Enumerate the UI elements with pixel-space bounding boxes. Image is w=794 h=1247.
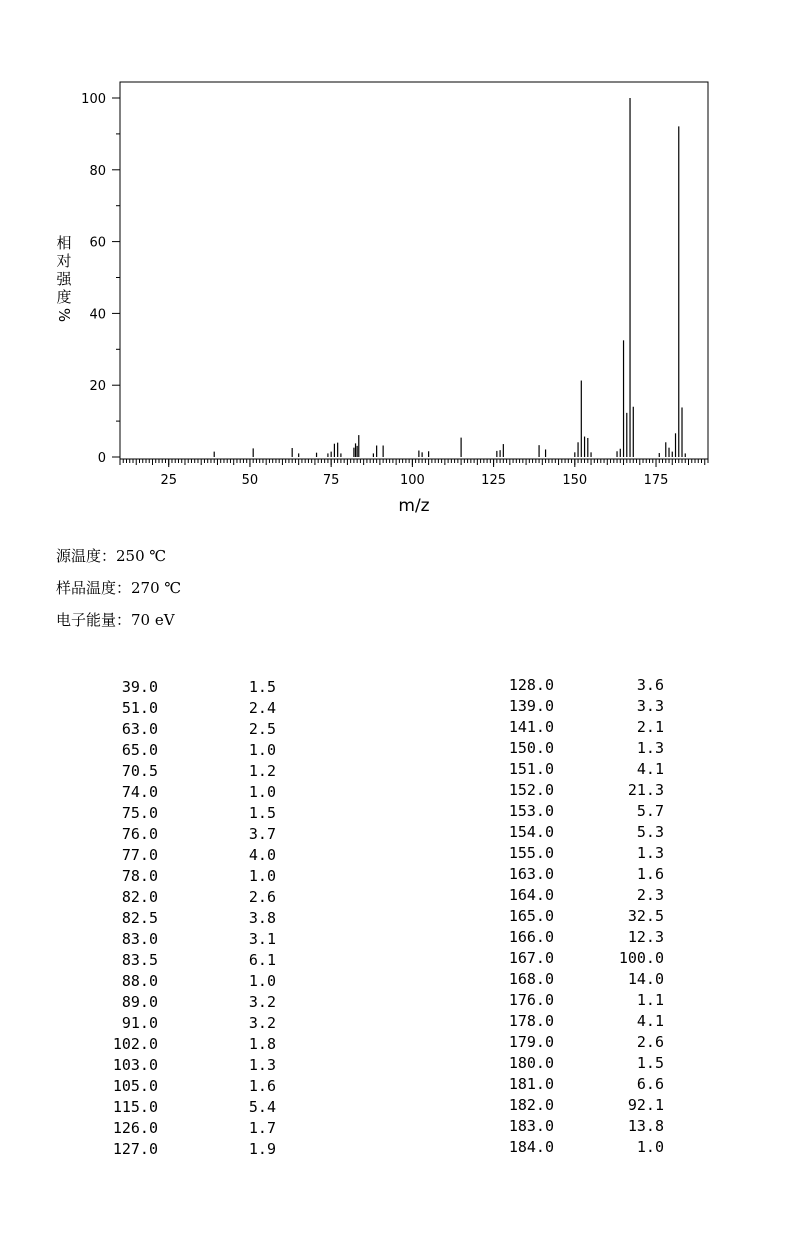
table-mz: 89.0 <box>121 993 158 1011</box>
table-row <box>0 867 276 888</box>
x-tick-label: 25 <box>160 473 178 488</box>
table-intensity: 1.0 <box>248 972 276 990</box>
condition-value: 250 ℃ <box>116 547 167 565</box>
table-intensity: 1.2 <box>248 762 276 780</box>
table-row <box>354 1096 664 1117</box>
table-row <box>0 993 276 1014</box>
table-mz: 51.0 <box>121 699 158 717</box>
x-tick-label: 100 <box>399 473 425 488</box>
table-mz: 176.0 <box>508 991 554 1009</box>
table-mz: 74.0 <box>121 783 158 801</box>
table-mz: 181.0 <box>508 1075 554 1093</box>
table-row <box>354 1117 664 1138</box>
table-mz: 83.5 <box>121 951 158 969</box>
y-axis-ticks <box>81 92 120 466</box>
y-tick-label: 20 <box>89 379 106 395</box>
table-mz: 65.0 <box>121 741 158 759</box>
x-tick-label: 75 <box>322 473 340 488</box>
x-axis-ticks <box>160 459 668 488</box>
table-intensity: 13.8 <box>627 1117 664 1135</box>
table-mz: 88.0 <box>121 972 158 990</box>
table-row <box>0 804 276 825</box>
table-row <box>354 949 664 970</box>
peak-table-left <box>0 678 276 1168</box>
condition-source-temp <box>56 545 166 566</box>
table-mz: 179.0 <box>508 1033 554 1051</box>
table-mz: 127.0 <box>112 1140 158 1158</box>
table-row <box>0 1056 276 1077</box>
table-intensity: 5.4 <box>248 1098 276 1116</box>
table-intensity: 14.0 <box>627 970 664 988</box>
y-tick-label: 80 <box>89 163 106 179</box>
table-intensity: 3.2 <box>248 1014 276 1032</box>
table-row <box>354 1033 664 1054</box>
condition-value: 70 eV <box>131 611 175 629</box>
table-row <box>354 739 664 760</box>
table-mz: 154.0 <box>508 823 554 841</box>
x-axis-label: m/z <box>398 496 430 516</box>
table-row <box>354 844 664 865</box>
x-tick-label: 175 <box>643 473 669 488</box>
x-tick-label: 150 <box>562 473 588 488</box>
table-row <box>0 720 276 741</box>
table-row <box>354 1138 664 1159</box>
table-row <box>354 1054 664 1075</box>
table-row <box>0 1035 276 1056</box>
y-label-char: % <box>55 307 73 323</box>
table-intensity: 32.5 <box>627 907 664 925</box>
y-label-char: 强 <box>56 270 72 288</box>
table-mz: 153.0 <box>508 802 554 820</box>
table-intensity: 100.0 <box>618 949 664 967</box>
table-intensity: 12.3 <box>627 928 664 946</box>
table-row <box>354 718 664 739</box>
table-mz: 82.0 <box>121 888 158 906</box>
table-mz: 178.0 <box>508 1012 554 1030</box>
table-intensity: 1.3 <box>248 1056 276 1074</box>
table-row <box>0 909 276 930</box>
table-intensity: 1.3 <box>636 739 664 757</box>
y-label-char: 度 <box>56 288 72 306</box>
y-tick-label: 100 <box>81 92 106 107</box>
table-mz: 115.0 <box>112 1098 158 1116</box>
table-mz: 91.0 <box>121 1014 158 1032</box>
table-mz: 139.0 <box>508 697 554 715</box>
table-intensity: 2.6 <box>636 1033 664 1051</box>
table-mz: 126.0 <box>112 1119 158 1137</box>
table-intensity: 6.6 <box>636 1075 664 1093</box>
table-mz: 184.0 <box>508 1138 554 1156</box>
table-row <box>354 802 664 823</box>
table-intensity: 2.5 <box>248 720 276 738</box>
table-mz: 102.0 <box>112 1035 158 1053</box>
table-mz: 128.0 <box>508 676 554 694</box>
table-mz: 70.5 <box>121 762 158 780</box>
table-mz: 39.0 <box>121 678 158 696</box>
table-intensity: 92.1 <box>627 1096 664 1114</box>
table-mz: 168.0 <box>508 970 554 988</box>
table-mz: 155.0 <box>508 844 554 862</box>
table-intensity: 1.6 <box>636 865 664 883</box>
table-intensity: 2.3 <box>636 886 664 904</box>
table-mz: 164.0 <box>508 886 554 904</box>
table-mz: 82.5 <box>121 909 158 927</box>
condition-label: 样品温度： <box>56 579 132 597</box>
table-intensity: 2.1 <box>636 718 664 736</box>
table-row <box>0 741 276 762</box>
table-mz: 166.0 <box>508 928 554 946</box>
table-intensity: 3.1 <box>248 930 276 948</box>
table-mz: 83.0 <box>121 930 158 948</box>
table-mz: 163.0 <box>508 865 554 883</box>
table-row <box>354 781 664 802</box>
table-row <box>354 991 664 1012</box>
mass-spectrum-chart <box>0 0 794 530</box>
table-row <box>0 888 276 909</box>
peak-bars <box>214 98 685 457</box>
table-intensity: 2.6 <box>248 888 276 906</box>
condition-label: 源温度： <box>56 547 117 565</box>
table-row <box>354 697 664 718</box>
plot-frame <box>120 82 708 459</box>
table-mz: 105.0 <box>112 1077 158 1095</box>
table-mz: 183.0 <box>508 1117 554 1135</box>
table-row <box>354 1012 664 1033</box>
table-intensity: 3.3 <box>636 697 664 715</box>
table-row <box>0 825 276 846</box>
table-row <box>354 1075 664 1096</box>
table-mz: 78.0 <box>121 867 158 885</box>
table-row <box>354 823 664 844</box>
table-intensity: 21.3 <box>627 781 664 799</box>
table-intensity: 1.8 <box>248 1035 276 1053</box>
table-intensity: 5.3 <box>636 823 664 841</box>
table-intensity: 3.7 <box>248 825 276 843</box>
table-intensity: 6.1 <box>248 951 276 969</box>
table-intensity: 1.0 <box>636 1138 664 1156</box>
table-row <box>354 907 664 928</box>
y-label-char: 对 <box>56 252 72 270</box>
table-mz: 77.0 <box>121 846 158 864</box>
table-row <box>0 783 276 804</box>
table-mz: 152.0 <box>508 781 554 799</box>
x-minor-ticks <box>120 459 708 465</box>
table-intensity: 4.1 <box>636 760 664 778</box>
x-tick-label: 125 <box>481 473 507 488</box>
table-intensity: 1.5 <box>248 678 276 696</box>
table-intensity: 1.9 <box>248 1140 276 1158</box>
table-intensity: 5.7 <box>636 802 664 820</box>
table-row <box>0 1077 276 1098</box>
y-tick-label: 0 <box>97 451 106 466</box>
table-intensity: 3.6 <box>636 676 664 694</box>
y-tick-label: 40 <box>89 307 106 323</box>
table-intensity: 3.8 <box>248 909 276 927</box>
table-mz: 167.0 <box>508 949 554 967</box>
table-mz: 141.0 <box>508 718 554 736</box>
y-axis-label <box>55 234 73 322</box>
table-intensity: 1.1 <box>636 991 664 1009</box>
peak-table-right <box>354 676 664 1166</box>
table-intensity: 1.5 <box>248 804 276 822</box>
table-row <box>354 676 664 697</box>
table-row <box>0 1098 276 1119</box>
table-row <box>0 951 276 972</box>
table-intensity: 4.0 <box>248 846 276 864</box>
condition-label: 电子能量： <box>56 611 132 629</box>
table-mz: 165.0 <box>508 907 554 925</box>
table-row <box>0 846 276 867</box>
table-row <box>0 930 276 951</box>
table-mz: 150.0 <box>508 739 554 757</box>
table-row <box>354 865 664 886</box>
table-intensity: 1.0 <box>248 741 276 759</box>
table-intensity: 1.6 <box>248 1077 276 1095</box>
table-mz: 103.0 <box>112 1056 158 1074</box>
condition-sample-temp <box>56 577 181 598</box>
table-mz: 76.0 <box>121 825 158 843</box>
table-row <box>0 1119 276 1140</box>
table-row <box>354 970 664 991</box>
table-row <box>354 928 664 949</box>
table-row <box>354 760 664 781</box>
table-intensity: 3.2 <box>248 993 276 1011</box>
table-mz: 151.0 <box>508 760 554 778</box>
table-intensity: 1.3 <box>636 844 664 862</box>
table-intensity: 1.7 <box>248 1119 276 1137</box>
table-row <box>0 972 276 993</box>
table-row <box>0 678 276 699</box>
y-label-char: 相 <box>56 234 72 252</box>
table-row <box>0 1014 276 1035</box>
table-mz: 63.0 <box>121 720 158 738</box>
x-tick-label: 50 <box>241 473 259 488</box>
table-intensity: 1.5 <box>636 1054 664 1072</box>
table-row <box>354 886 664 907</box>
table-row <box>0 762 276 783</box>
y-tick-label: 60 <box>89 235 106 251</box>
table-mz: 75.0 <box>121 804 158 822</box>
table-intensity: 1.0 <box>248 867 276 885</box>
table-intensity: 4.1 <box>636 1012 664 1030</box>
table-intensity: 1.0 <box>248 783 276 801</box>
condition-electron-energy <box>56 609 175 630</box>
table-row <box>0 699 276 720</box>
table-intensity: 2.4 <box>248 699 276 717</box>
table-mz: 180.0 <box>508 1054 554 1072</box>
condition-value: 270 ℃ <box>131 579 182 597</box>
table-row <box>0 1140 276 1161</box>
table-mz: 182.0 <box>508 1096 554 1114</box>
